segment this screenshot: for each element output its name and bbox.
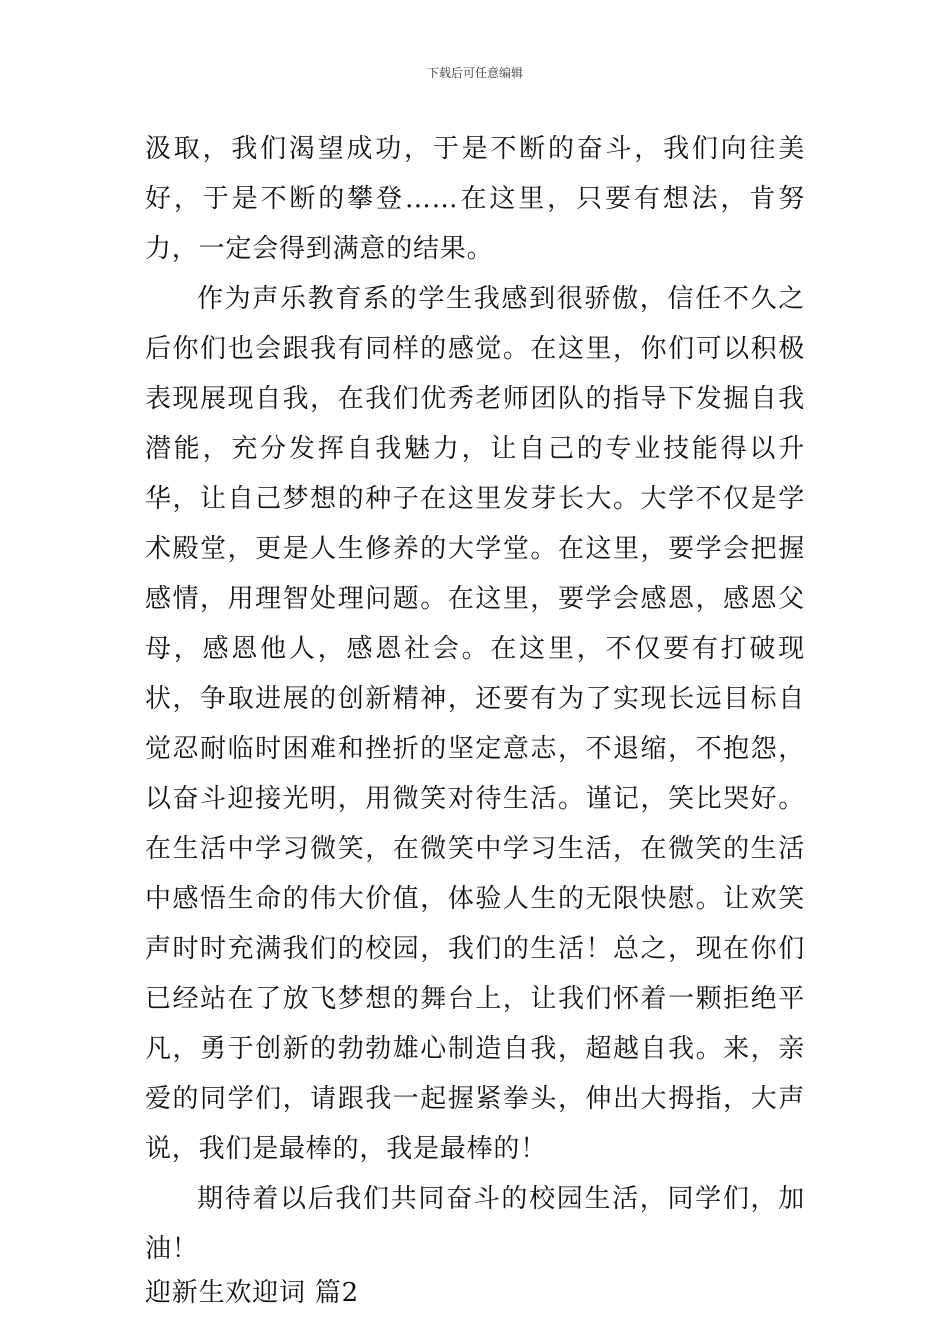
paragraph-closing: 期待着以后我们共同奋斗的校园生活，同学们，加油！: [145, 1184, 805, 1264]
section-title: 迎新生欢迎词 篇2: [145, 1278, 360, 1308]
paragraph-continuation: 汲取，我们渴望成功，于是不断的奋斗，我们向往美好，于是不断的攀登……在这里，只要有想法，肯努力，一定会得到满意的结果。: [145, 134, 805, 264]
paragraph-main: 作为声乐教育系的学生我感到很骄傲，信任不久之后你们也会跟我有同样的感觉。在这里，你们可以积极表现展现自我，在我们优秀老师团队的指导下发掘自我潜能，充分发挥自我魅力，让自己的专业技能得以升华，让自己梦想的种子在这里发芽长大。大学不仅是学术殿堂，更是人生修养的大学堂。在这里，要学会把握感情，用理智处理问题。在这里，要学会感恩，感恩父母，感恩他人，感恩社会。在这里，不仅要有打破现状，争取进展的创新精神，还要有为了实现长远目标自觉忍耐临时困难和挫折的坚定意志，不退缩，不抱怨，以奋斗迎接光明，用微笑对待生活。谨记，笑比哭好。在生活中学习微笑，在微笑中学习生活，在微笑的生活中感悟生命的伟大价值，体验人生的无限快慰。让欢笑声时时充满我们的校园，我们的生活！总之，现在你们已经站在了放飞梦想的舞台上，让我们怀着一颗拒绝平凡，勇于创新的勃勃雄心制造自我，超越自我。来，亲爱的同学们，请跟我一起握紧拳头，伸出大拇指，大声说，我们是最棒的，我是最棒的！: [145, 284, 805, 1164]
page-header-note: 下载后可任意编辑: [426, 66, 523, 80]
document-body: [145, 124, 805, 1312]
